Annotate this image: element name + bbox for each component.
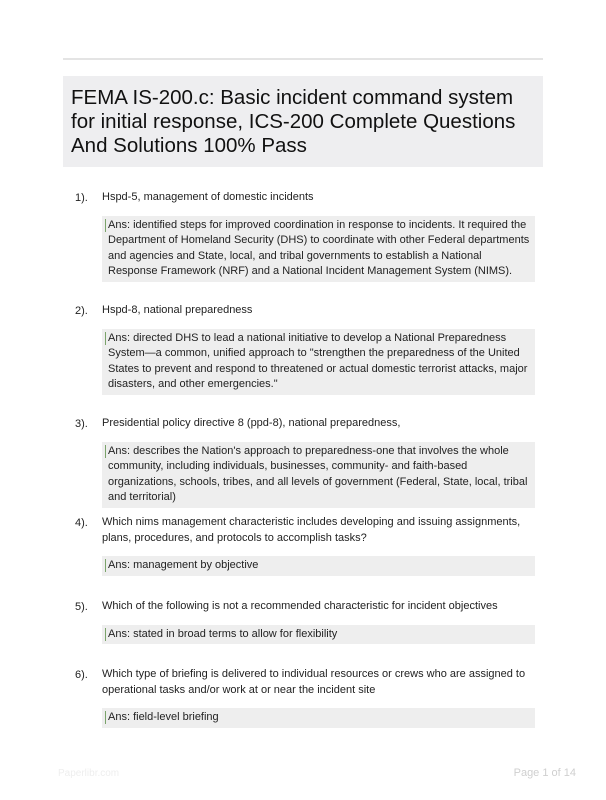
qa-item-3 (75, 416, 535, 508)
document-title: FEMA IS-200.c: Basic incident command system for initial response, ICS-200 Complete Questions And Solutions 100% Pass (71, 86, 516, 157)
question-text: Which nims management characteristic includes developing and issuing assignments, plans, procedures, and protocols to accomplish tasks? (102, 516, 521, 544)
question-text: Presidential policy directive 8 (ppd-8), national preparedness, (102, 417, 401, 429)
qa-item-1 (75, 190, 535, 282)
question-text: Which type of briefing is delivered to individual resources or crews who are assigned to operational tasks and/or work at or near the incident site (102, 668, 526, 696)
top-divider (63, 58, 543, 60)
qa-item-4 (75, 515, 535, 576)
question-number: 6). (75, 669, 88, 681)
question-text: Hspd-5, management of domestic incidents (102, 191, 314, 203)
title-banner (63, 76, 543, 167)
answer-box: Ans: directed DHS to lead a national initiative to develop a National Preparedness System—a common, unified approach to "strengthen the preparedness of the United States to prevent and respond to threatened or actual domestic terrorist attacks, major disasters, and other emergencies." (102, 329, 535, 395)
question-number: 1). (75, 192, 88, 204)
answer-box: Ans: describes the Nation's approach to preparedness-one that involves the whole community, including individuals, businesses, community- and faith-based organizations, schools, tribes, and all levels of government (Federal, State, local, tribal and territorial) (102, 442, 535, 508)
qa-item-5 (75, 599, 535, 644)
question-text: Hspd-8, national preparedness (102, 304, 253, 316)
qa-item-6 (75, 667, 535, 728)
question-number: 3). (75, 418, 88, 430)
footer-site: Paperlibr.com (58, 768, 120, 779)
answer-box: Ans: field-level briefing (102, 708, 535, 728)
answer-box: Ans: stated in broad terms to allow for flexibility (102, 625, 535, 645)
question-text: Which of the following is not a recommended characteristic for incident objectives (102, 600, 498, 612)
page-indicator: Page 1 of 14 (513, 767, 576, 779)
question-number: 5). (75, 601, 88, 613)
qa-item-2 (75, 303, 535, 395)
question-number: 4). (75, 517, 88, 529)
answer-box: Ans: identified steps for improved coordination in response to incidents. It required the Department of Homeland Security (DHS) to coordinate with other Federal departments and agencies and State, local, and tribal governments to establish a National Response Framework (NRF) and a National Incident Management System (NIMS). (102, 216, 535, 282)
answer-box: Ans: management by objective (102, 556, 535, 576)
question-number: 2). (75, 305, 88, 317)
